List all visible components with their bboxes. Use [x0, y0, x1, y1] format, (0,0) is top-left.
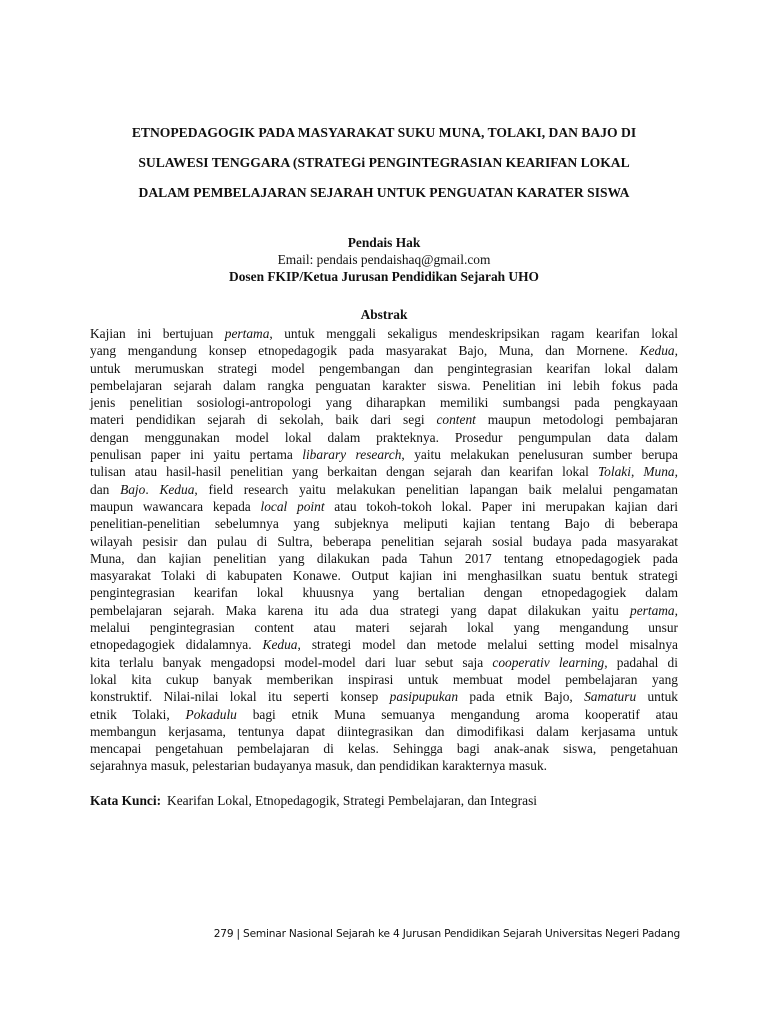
paper-page	[90, 118, 678, 809]
abstract-line	[90, 463, 678, 480]
abstract-text: .	[145, 481, 160, 497]
abstract-text: penelitian-penelitian sebelumnya yang subjeknya meliputi kajian tentang Bajo di beberapa	[90, 516, 678, 532]
abstract-italic-term: Bajo	[120, 481, 146, 497]
abstract-text: melalui pengintegrasian content atau materi sejarah lokal yang mengandung unsur	[90, 620, 678, 636]
abstract-text: , untuk menggali sekaligus mendeskripsikan ragam kearifan lokal	[269, 326, 678, 341]
abstract-line	[90, 394, 678, 411]
abstract-text: , padahal di	[604, 654, 678, 670]
abstract-italic-term: Kedua	[262, 637, 298, 653]
abstract-italic-term: content	[436, 412, 476, 428]
abstract-line	[90, 360, 678, 377]
abstract-text: atau tokoh-tokoh lokal. Paper ini merupakan kajian dari	[324, 498, 678, 514]
abstract-line	[90, 706, 678, 723]
abstract-line	[90, 688, 678, 705]
abstract-line	[90, 654, 678, 671]
paper-title	[90, 118, 678, 208]
abstract-italic-term: pasipupukan	[389, 689, 459, 705]
abstract-line	[90, 411, 678, 428]
keywords-label: Kata Kunci:	[90, 792, 162, 808]
abstract-text: bagi etnik Muna semuanya mengandung aroma kooperatif atau	[236, 706, 678, 722]
abstract-text: jenis penelitian sosiologi-antropologi yang diharapkan memiliki sumbangsi pada pengkayaan	[90, 395, 678, 411]
abstract-body	[90, 325, 678, 775]
abstract-text: penulisan paper ini yaitu pertama	[90, 447, 303, 463]
abstract-text: sejarahnya masuk, pelestarian budayanya masuk, dan pendidikan karakternya masuk.	[90, 758, 547, 774]
abstract-text: membangun kerjasama, tentunya dapat diintegrasikan dan dimodifikasi dalam kerjasama untuk	[90, 723, 678, 739]
abstract-text: untuk merumuskan strategi model pengembangan dan pengintegrasian kearifan lokal dalam	[90, 360, 678, 376]
abstract-text: ,	[630, 464, 644, 480]
abstract-line	[90, 757, 678, 774]
abstract-italic-term: local point	[260, 498, 325, 514]
abstract-text: yang mengandung konsep etnopedagogik pada masyarakat Bajo, Muna, dan Mornene.	[90, 343, 640, 359]
abstract-italic-term: cooperativ learning	[492, 654, 605, 670]
abstract-text: , strategi model dan metode melalui setting model misalnya	[297, 637, 678, 653]
abstract-italic-term: Tolaki	[597, 464, 631, 480]
abstract-text: Kajian ini bertujuan	[90, 326, 225, 341]
abstract-text: Muna, dan kajian penelitian yang dilakukan pada Tahun 2017 tentang etnopedagogiek pada	[90, 550, 678, 566]
abstract-line	[90, 567, 678, 584]
abstract-text: etnopedagogiek didalamnya.	[90, 637, 263, 653]
abstract-line	[90, 671, 678, 688]
abstract-line	[90, 723, 678, 740]
abstract-italic-term: pertama	[630, 602, 675, 618]
abstract-text: ,	[674, 602, 678, 618]
abstract-text: etnik Tolaki,	[90, 706, 186, 722]
abstract-text: pembelajaran sejarah. Maka karena itu ada dua strategi yang dapat dilakukan yaitu	[90, 602, 630, 618]
abstract-text: wilayah pesisir dan pulau di Sultra, beberapa penelitian sejarah sosial budaya pada masyarakat	[90, 533, 678, 549]
abstract-line	[90, 533, 678, 550]
author-affiliation: Dosen FKIP/Ketua Jurusan Pendidikan Sejarah UHO	[229, 269, 539, 284]
abstract-text: dan	[90, 481, 121, 497]
abstract-text: pada etnik Bajo,	[458, 689, 585, 705]
abstract-line	[90, 481, 678, 498]
abstract-text: kita terlalu banyak mengadopsi model-model dari luar sebut saja	[90, 654, 493, 670]
abstract-text: pembelajaran sejarah dalam rangka penguatan karakter siswa. Penelitian ini lebih fokus pada	[90, 377, 678, 393]
abstract-line	[90, 325, 678, 342]
keywords	[90, 792, 678, 809]
abstract-italic-term: pertama	[224, 326, 270, 341]
title-line: SULAWESI TENGGARA (STRATEGi PENGINTEGRASIAN KEARIFAN LOKAL	[138, 155, 630, 170]
abstract-text: masyarakat Tolaki di kabupaten Konawe. Output kajian ini menghasilkan suatu bentuk strategi	[90, 568, 678, 584]
abstract-text: ,	[674, 464, 678, 480]
abstract-line	[90, 619, 678, 636]
abstract-text: , yaitu melakukan penelusuran sumber berupa	[401, 447, 678, 463]
abstract-line	[90, 602, 678, 619]
abstract-italic-term: Pokadulu	[185, 706, 237, 722]
abstract-line	[90, 342, 678, 359]
abstract-italic-term: libarary research	[302, 447, 402, 463]
abstract-text: ,	[674, 343, 678, 359]
keywords-text: Kearifan Lokal, Etnopedagogik, Strategi Pembelajaran, dan Integrasi	[167, 792, 538, 808]
author-email: Email: pendais pendaishaq@gmail.com	[277, 252, 491, 267]
abstract-text: dengan menggunakan model lokal dalam prakteknya. Prosedur pengumpulan data dalam	[90, 429, 678, 445]
abstract-text: pengintegrasian kearifan lokal khuusnya yang bertalian dengan etnopedagogiek dalam	[90, 585, 678, 601]
page-footer: 279 | Seminar Nasional Sejarah ke 4 Jurusan Pendidikan Sejarah Universitas Negeri Padang	[213, 928, 680, 940]
abstract-italic-term: Samaturu	[584, 689, 637, 705]
abstract-line	[90, 498, 678, 515]
abstract-line	[90, 515, 678, 532]
abstract-text: , field research yaitu melakukan penelitian lapangan baik melalui pengamatan	[194, 481, 678, 497]
author-block	[90, 234, 678, 285]
abstract-heading: Abstrak	[360, 307, 408, 322]
abstract-italic-term: Muna	[643, 464, 675, 480]
abstract-text: maupun metodologi pembajaran	[475, 412, 678, 428]
abstract-line	[90, 584, 678, 601]
abstract-text: tulisan atau hasil-hasil penelitian yang berkaitan dengan sejarah dan kearifan lokal	[90, 464, 598, 480]
abstract-line	[90, 429, 678, 446]
abstract-italic-term: Kedua	[639, 343, 675, 359]
abstract-text: mencapai pengetahuan pembelajaran di kelas. Sehingga bagi anak-anak siswa, pengetahuan	[90, 741, 678, 757]
abstract-text: konstruktif. Nilai-nilai lokal itu seperti konsep	[90, 689, 390, 705]
abstract-text: maupun wawancara kepada	[90, 498, 261, 514]
abstract-text: lokal kita cukup banyak memberikan inspirasi untuk membuat model pembelajaran yang	[90, 671, 678, 687]
abstract-line	[90, 550, 678, 567]
abstract-line	[90, 446, 678, 463]
title-line: DALAM PEMBELAJARAN SEJARAH UNTUK PENGUATAN KARATER SISWA	[138, 185, 630, 200]
abstract-italic-term: Kedua	[159, 481, 195, 497]
abstract-line	[90, 377, 678, 394]
abstract-text: untuk	[636, 689, 678, 705]
author-name: Pendais Hak	[347, 235, 421, 250]
title-line: ETNOPEDAGOGIK PADA MASYARAKAT SUKU MUNA, TOLAKI, DAN BAJO DI	[131, 125, 637, 140]
abstract-line	[90, 636, 678, 653]
abstract-text: materi pendidikan sejarah di sekolah, baik dari segi	[90, 412, 437, 428]
abstract-line	[90, 740, 678, 757]
